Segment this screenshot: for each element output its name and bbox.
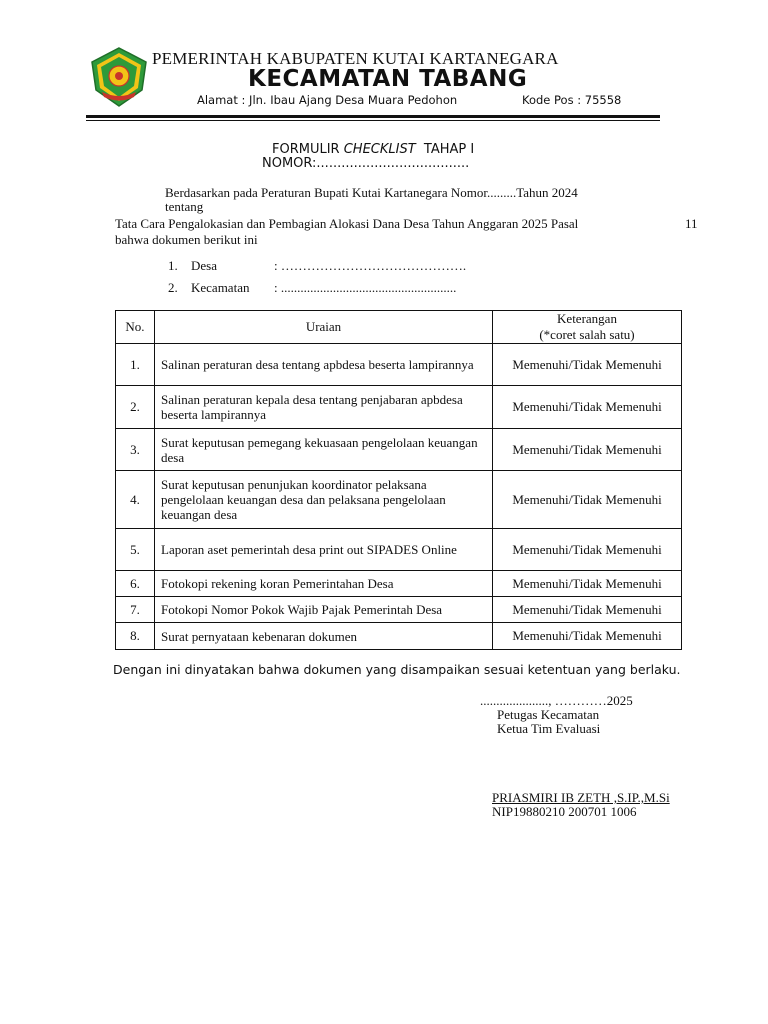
row-keterangan[interactable]: Memenuhi/Tidak Memenuhi [493,597,682,623]
postal-code: Kode Pos : 75558 [522,93,622,107]
kutai-kartanegara-emblem-icon [88,46,150,108]
row-number: 3. [116,429,155,471]
field-kecamatan-value[interactable]: : ...................................................... [274,280,457,295]
table-row [116,571,682,597]
header-uraian: Uraian [155,311,493,344]
row-keterangan[interactable]: Memenuhi/Tidak Memenuhi [493,529,682,571]
row-uraian: Salinan peraturan desa tentang apbdesa beserta lampirannya [155,344,493,386]
row-number: 8. [116,623,155,650]
field-desa-value[interactable]: : ……………………………………. [274,258,467,273]
row-uraian: Laporan aset pemerintah desa print out SIPADES Online [155,529,493,571]
header-keterangan-line1: Keterangan [557,311,617,326]
signer-role-1: Petugas Kecamatan [497,707,600,722]
row-uraian: Surat keputusan pemegang kekuasaan pengelolaan keuangan desa [155,429,493,471]
header-keterangan [493,311,682,344]
row-keterangan[interactable]: Memenuhi/Tidak Memenuhi [493,571,682,597]
form-title-prefix: FORMULIR [272,142,344,157]
row-uraian: Salinan peraturan kepala desa tentang penjabaran apbdesa beserta lampirannya [155,386,493,429]
signature-date[interactable]: ....................., …………2025 [480,693,633,708]
field-desa-label: Desa [191,258,217,273]
signer-name: PRIASMIRI IB ZETH ,S.IP.,M.Si [492,790,670,805]
row-number: 5. [116,529,155,571]
closing-statement: Dengan ini dinyatakan bahwa dokumen yang disampaikan sesuai ketentuan yang berlaku. [113,662,681,677]
row-number: 4. [116,471,155,529]
letterhead-rule-thin [86,120,660,121]
table-row [116,429,682,471]
office-address: Alamat : Jln. Ibau Ajang Desa Muara Pedohon [197,93,458,107]
form-number: NOMOR:..................................... [262,156,470,171]
table-row [116,597,682,623]
field-kecamatan-label: Kecamatan [191,280,250,295]
form-title-italic: CHECKLIST [343,142,416,157]
table-row [116,471,682,529]
row-uraian: Surat keputusan penunjukan koordinator pelaksana pengelolaan keuangan desa dan pelaksana pengelolaan keuangan desa [155,471,493,529]
row-keterangan[interactable]: Memenuhi/Tidak Memenuhi [493,623,682,650]
intro-line-1b: tentang [165,199,204,214]
table-row [116,344,682,386]
form-title-suffix: TAHAP I [415,142,475,157]
row-keterangan[interactable]: Memenuhi/Tidak Memenuhi [493,429,682,471]
row-number: 1. [116,344,155,386]
intro-line-2: Tata Cara Pengalokasian dan Pembagian Alokasi Dana Desa Tahun Anggaran 2025 Pasal [115,216,579,231]
row-keterangan[interactable]: Memenuhi/Tidak Memenuhi [493,344,682,386]
intro-line-3: bahwa dokumen berikut ini [115,232,258,247]
row-number: 7. [116,597,155,623]
intro-line-2-number: 11 [685,216,698,231]
header-keterangan-line2: (*coret salah satu) [539,327,635,342]
government-name: PEMERINTAH KABUPATEN KUTAI KARTANEGARA [152,49,559,68]
row-number: 6. [116,571,155,597]
signer-role-2: Ketua Tim Evaluasi [497,721,601,736]
row-number: 2. [116,386,155,429]
checklist-table [115,310,682,650]
table-row [116,529,682,571]
row-uraian: Surat pernyataan kebenaran dokumen [155,623,493,650]
intro-line-1: Berdasarkan pada Peraturan Bupati Kutai Kartanegara Nomor.........Tahun 2024 [165,185,578,200]
row-uraian: Fotokopi Nomor Pokok Wajib Pajak Pemerintah Desa [155,597,493,623]
signer-nip: NIP19880210 200701 1006 [492,804,637,819]
table-row [116,386,682,429]
table-header-row [116,311,682,344]
field-kecamatan-number: 2. [168,280,178,295]
row-keterangan[interactable]: Memenuhi/Tidak Memenuhi [493,386,682,429]
table-row [116,623,682,650]
form-title [272,142,474,157]
letterhead-rule-thick [86,115,660,118]
field-desa-number: 1. [168,258,178,273]
row-uraian: Fotokopi rekening koran Pemerintahan Desa [155,571,493,597]
header-no: No. [116,311,155,344]
row-keterangan[interactable]: Memenuhi/Tidak Memenuhi [493,471,682,529]
district-name: KECAMATAN TABANG [248,66,528,92]
